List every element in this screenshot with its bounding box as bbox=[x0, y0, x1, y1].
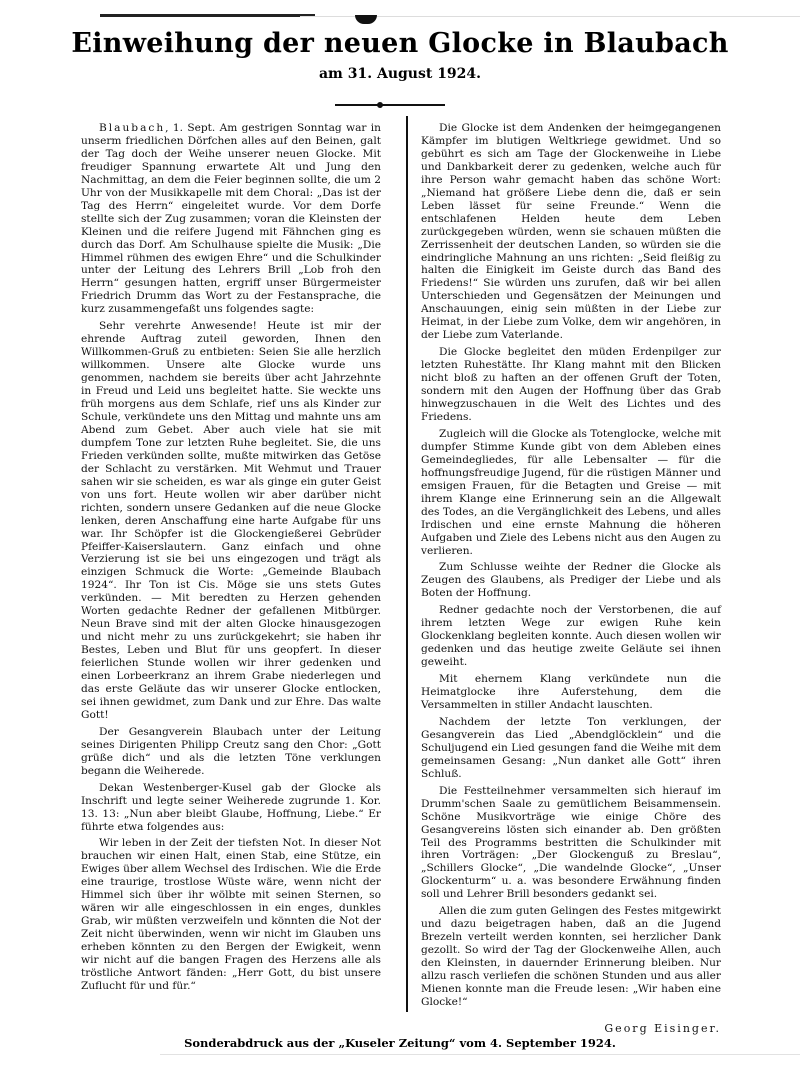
paragraph bbox=[81, 122, 381, 316]
paragraph: Dekan Westenberger-Kusel gab der Glocke als Inschrift und legte seiner Weiherede zugrunde 1. Kor. 13. 13: „Nun aber bleibt Glaube, Hoffnung, Liebe.“ Er führte etwa folgendes aus: bbox=[81, 781, 381, 833]
paragraph-text: , 1. Sept. Am gestrigen Sonntag war in unserm friedlichen Dörfchen alles auf den Beinen, galt der Tag doch der Weihe unserer neuen Glocke. Mit freudiger Spannung erwartete Alt und Jung den Nachmittag, an dem die Feier beginnen sollte, die um 2 Uhr von der Musikkapelle mit dem Choral: „Das ist der Tag des Herrn“ eingeleitet wurde. Vor dem Dorfe stellte sich der Zug zusammen; voran die Kleinsten der Kleinen und die reifere Jugend mit Fähnchen ging es durch das Dorf. Am Schulhause spielte die Musik: „Die Himmel rühmen des ewigen Ehre“ und die Schulkinder unter der Leitung des Lehrers Brill „Lob froh den Herrn“ gesungen hatten, ergriff unser Bürgermeister Friedrich Drumm das Wort zu der Festansprache, die kurz zusammengefaßt uns folgendes sagte: bbox=[81, 122, 381, 316]
paragraph: Sehr verehrte Anwesende! Heute ist mir der ehrende Auftrag zuteil geworden, Ihnen den Willkommen-Gruß zu entbieten: Seien Sie alle herzlich willkommen. Unsere alte Glocke wurde uns genommen, nachdem sie bereits über acht Jahrzehnte in Freud und Leid uns begleitet hatte. Sie weckte uns früh morgens aus dem Schlafe, rief uns als Kinder zur Schule, verkündete uns den Mittag und mahnte uns am Abend zum Gebet. Aber auch viele hat sie mit dumpfem Tone zur letzten Ruhe begleitet. Sie, die uns Frieden verkünden sollte, mußte mitwirken das Getöse der Schlacht zu verstärken. Mit Wehmut und Trauer sahen wir sie scheiden, es war als ginge ein guter Geist von uns fort. Heute wollen wir aber darüber nicht richten, sondern unsere Gedanken auf die neue Glocke lenken, deren Anschaffung eine harte Aufgabe für uns war. Ihr Schöpfer ist die Glockengießerei Gebrüder Pfeiffer-Kaiserslautern. Ganz einfach und ohne Verzierung ist sie bei uns eingezogen und trägt als einzigen Schmuck die Worte: „Gemeinde Blaubach 1924“. Ihr Ton ist Cis. Möge sie uns stets Gutes verkünden. — Mit beredten zu Herzen gehenden Worten gedachte Redner der gefallenen Mitbürger. Neun Brave sind mit der alten Glocke hinausgezogen und nicht mehr zu uns zurückgekehrt; sie haben ihr Bestes, Leben und Blut für uns geopfert. In dieser feierlichen Stunde wollen wir ihrer gedenken und einen Lorbeerkranz an ihrem Grabe niederlegen und das erste Geläute das wir unserer Glocke entlocken, sei ihnen gewidmet, zum Dank und zur Ehre. Das walte Gott! bbox=[81, 320, 381, 721]
paragraph: Allen die zum guten Gelingen des Festes mitgewirkt und dazu beigetragen haben, daß an die Jugend Brezeln verteilt werden konnten, sei herzlicher Dank gezollt. So wird der Tag der Glockenweihe Allen, auch den Kleinsten, in dauernder Erinnerung bleiben. Nur allzu rasch verliefen die schönen Stunden und aus aller Mienen konnte man die Freude lesen: „Wir haben eine Glocke!“ bbox=[421, 905, 721, 1008]
paragraph: Wir leben in der Zeit der tiefsten Not. In dieser Not brauchen wir einen Halt, einen Stab, eine Stütze, ein Ewiges über allem Wechsel des Irdischen. Wie die Erde eine traurige, trostlose Wüste wäre, wenn nicht der Himmel sich über ihr wölbte mit seinen Sternen, so wären wir alle eingeschlossen in ein enges, dunkles Grab, wir müßten verzweifeln und könnten die Not der Zeit nicht überwinden, wenn wir nicht im Glauben uns erheben könnten zu den Bergen der Ewigkeit, wenn wir nicht auf die bangen Fragen des Herzens alle als tröstliche Antwort fänden: „Herr Gott, du bist unsere Zuflucht für und für.“ bbox=[81, 837, 381, 992]
paragraph: Mit ehernem Klang verkündete nun die Heimatglocke ihre Auferstehung, dem die Versammelten in stiller Andacht lauschten. bbox=[421, 673, 721, 711]
page-title: Einweihung der neuen Glocke in Blaubach bbox=[71, 28, 729, 59]
bell-ornament-icon bbox=[355, 15, 377, 24]
paragraph: Die Glocke begleitet den müden Erdenpilger zur letzten Ruhestätte. Ihr Klang mahnt mit den Blicken nicht bloß zu haften an der offenen Gruft der Toten, sondern mit den Augen der Hoffnung über das Grab hinwegzuschauen in die Welt des Lichtes und des Friedens. bbox=[421, 346, 721, 423]
paragraph: Nachdem der letzte Ton verklungen, der Gesangverein das Lied „Abendglöcklein“ und die Schuljugend ein Lied gesungen fand die Weihe mit dem gemeinsamen Gesang: „Nun danket alle Gott“ ihren Schluß. bbox=[421, 715, 721, 780]
footer-note: Sonderabdruck aus der „Kuseler Zeitung“ vom 4. September 1924. bbox=[184, 1036, 616, 1050]
bottom-rule bbox=[160, 1054, 800, 1055]
divider-ornament bbox=[335, 104, 445, 106]
paragraph: Redner gedachte noch der Verstorbenen, die auf ihrem letzten Wege zur ewigen Ruhe kein Glockenklang begleiten konnte. Auch diesen wollen wir gedenken und das heutige zweite Geläute sei ihnen geweiht. bbox=[421, 604, 721, 669]
author-signature: Georg Eisinger. bbox=[604, 1021, 721, 1035]
right-column bbox=[421, 122, 721, 1036]
left-column bbox=[81, 122, 381, 997]
page-subtitle: am 31. August 1924. bbox=[318, 66, 482, 82]
dateline: Blaubach bbox=[99, 122, 166, 134]
column-divider bbox=[406, 116, 408, 1012]
paragraph: Zum Schlusse weihte der Redner die Glocke als Zeugen des Glaubens, als Prediger der Liebe und als Boten der Hoffnung. bbox=[421, 561, 721, 600]
paragraph: Der Gesangverein Blaubach unter der Leitung seines Dirigenten Philipp Creutz sang den Chor: „Gott grüße dich“ und als die letzten Töne verklungen begann die Weiherede. bbox=[81, 725, 381, 777]
paragraph: Zugleich will die Glocke als Totenglocke, welche mit dumpfer Stimme Kunde gibt von dem Ableben eines Gemeindegliedes, für alle Lebensalter — für die hoffnungsfreudige Jugend, für die rüstigen Männer und emsigen Frauen, für die Betagten und Greise — mit ihrem Klange eine Erinnerung sein an die Allgewalt des Todes, an die Vergänglichkeit des Lebens, und alles Irdischen und eine ernste Mahnung die höheren Aufgaben und Ziele des Lebens nicht aus den Augen zu verlieren. bbox=[421, 427, 721, 557]
paragraph: Die Glocke ist dem Andenken der heimgegangenen Kämpfer im blutigen Weltkriege gewidmet. Und so gebührt es sich am Tage der Glockenweihe in Liebe und Dankbarkeit derer zu gedenken, welche auch für ihre Person wahr gemacht haben das schöne Wort: „Niemand hat größere Liebe denn die, daß er sein Leben lässet für seine Freunde.“ Wenn die entschlafenen Helden heute dem Leben zurückgegeben würden, wenn sie schauen müßten die Zerrissenheit der deutschen Landen, so würden sie die eindringliche Mahnung an uns richten: „Seid fleißig zu halten die Einigkeit im Geiste durch das Band des Friedens!“ Sie würden uns zurufen, daß wir bei allen Unterschieden und Gegensätzen der Meinungen und Anschauungen, einig sein müßten in der Liebe zur Heimat, in der Liebe zum Volke, dem wir angehören, in der Liebe zum Vaterlande. bbox=[421, 122, 721, 342]
paragraph: Die Festteilnehmer versammelten sich hierauf im Drumm'schen Saale zu gemütlichem Beisammensein. Schöne Musikvorträge wie einige Chöre des Gesangvereins lösten sich einander ab. Den größten Teil des Programms bestritten die Schulkinder mit ihren Vorträgen: „Der Glockenguß zu Breslau“, „Schillers Glocke“, „Die wandelnde Glocke“, „Unser Glockenturm“ u. a. was besondere Erwähnung finden soll und Lehrer Brill besonders gedankt sei. bbox=[421, 784, 721, 901]
top-rule bbox=[100, 14, 315, 17]
